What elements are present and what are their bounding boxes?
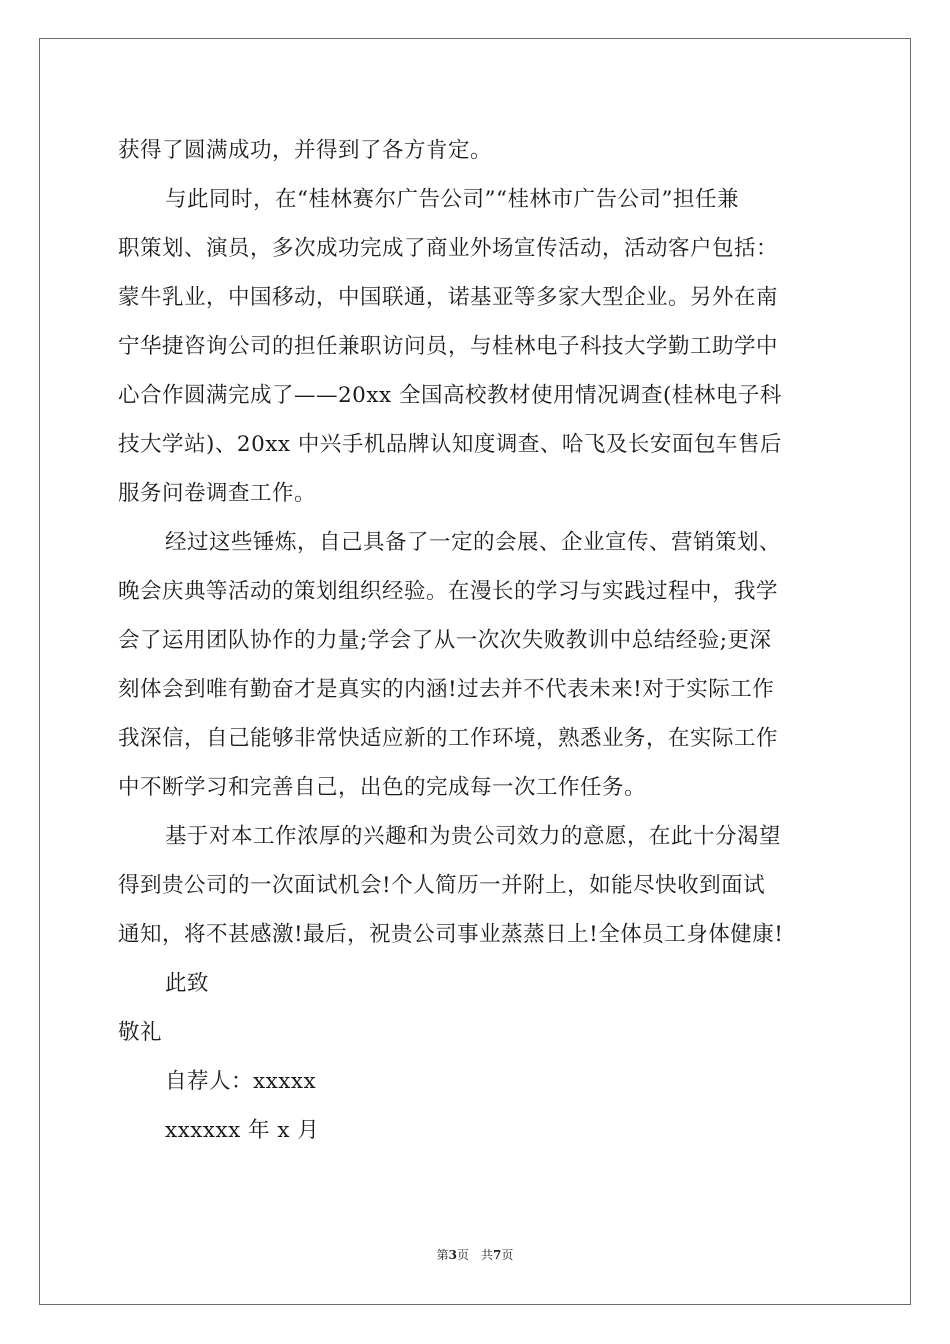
- total-prefix: 共: [481, 1248, 494, 1262]
- body-line: 晚会庆典等活动的策划组织经验。在漫长的学习与实践过程中，我学: [118, 579, 779, 604]
- body-line: 我深信，自己能够非常快适应新的工作环境，熟悉业务，在实际工作: [118, 726, 779, 751]
- body-line: 技大学站)、20xx 中兴手机品牌认知度调查、哈飞及长安面包车售后: [118, 432, 782, 457]
- letter-body: [118, 126, 848, 1155]
- body-line: 会了运用团队协作的力量;学会了从一次次失败教训中总结经验;更深: [118, 628, 772, 653]
- signature-line: 自荐人：xxxxx: [165, 1069, 317, 1094]
- paragraph-start-line: 与此同时，在“桂林赛尔广告公司”“桂林市广告公司”担任兼: [165, 187, 739, 212]
- page-prefix: 第: [436, 1248, 449, 1262]
- page-footer: [0, 1247, 950, 1263]
- closing-regards: 敬礼: [118, 1020, 163, 1045]
- page-current: 3: [448, 1248, 457, 1262]
- body-line: 宁华捷咨询公司的担任兼职访问员，与桂林电子科技大学勤工助学中: [118, 334, 779, 359]
- body-line: 职策划、演员，多次成功完成了商业外场宣传活动，活动客户包括：: [118, 236, 779, 261]
- closing-salutation: 此致: [165, 971, 210, 996]
- body-line: 蒙牛乳业，中国移动，中国联通，诺基亚等多家大型企业。另外在南: [118, 285, 779, 310]
- body-line: 心合作圆满完成了——20xx 全国高校教材使用情况调查(桂林电子科: [118, 383, 782, 408]
- body-line: 获得了圆满成功，并得到了各方肯定。: [118, 138, 493, 163]
- body-line: 通知，将不甚感激!最后，祝贵公司事业蒸蒸日上!全体员工身体健康!: [118, 922, 784, 947]
- body-line: 刻体会到唯有勤奋才是真实的内涵!过去并不代表未来!对于实际工作: [118, 677, 775, 702]
- paragraph-start-line: 经过这些锤炼，自己具备了一定的会展、企业宣传、营销策划、: [165, 530, 782, 555]
- body-line: 中不断学习和完善自己，出色的完成每一次工作任务。: [118, 775, 647, 800]
- body-line: 得到贵公司的一次面试机会!个人简历一并附上，如能尽快收到面试: [118, 873, 766, 898]
- date-line: xxxxxx 年 x 月: [165, 1118, 320, 1143]
- page-suffix: 页: [456, 1248, 469, 1262]
- total-suffix: 页: [501, 1248, 514, 1262]
- page-total: 7: [493, 1248, 502, 1262]
- body-line: 服务问卷调查工作。: [118, 481, 317, 506]
- paragraph-start-line: 基于对本工作浓厚的兴趣和为贵公司效力的意愿，在此十分渴望: [165, 824, 782, 849]
